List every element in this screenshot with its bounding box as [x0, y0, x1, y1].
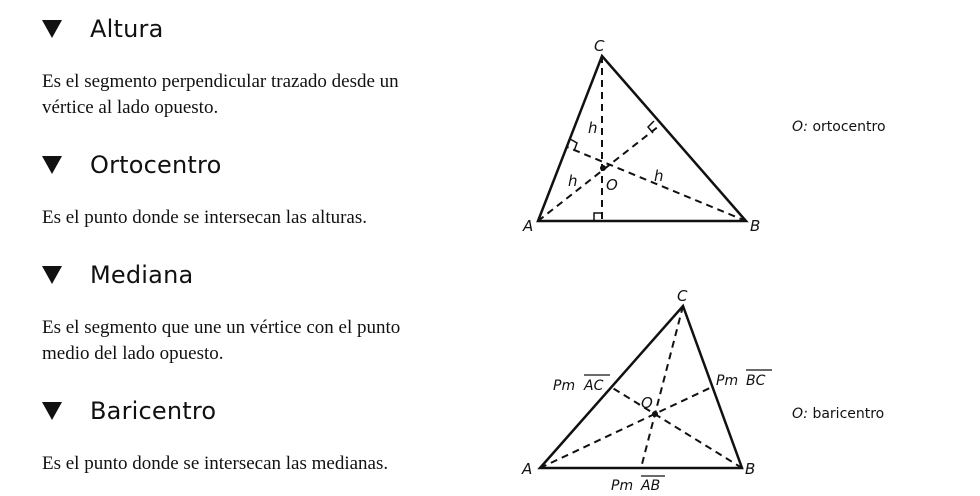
heading-text: Ortocentro — [90, 151, 222, 179]
heading-text: Altura — [90, 15, 164, 43]
height-label: h — [654, 167, 664, 185]
caption-text: baricentro — [812, 406, 885, 422]
heading-text: Baricentro — [90, 397, 217, 425]
vertex-label-a: A — [522, 460, 533, 478]
height-label: h — [568, 172, 578, 190]
median-from-b — [611, 387, 742, 468]
height-label: h — [588, 119, 598, 137]
caption-baricentro — [792, 406, 884, 422]
paragraph-line: Es el punto donde se intersecan las medianas. — [42, 453, 389, 474]
diagram-ortocentro — [522, 37, 760, 235]
orthocenter-label: O — [606, 176, 618, 194]
centroid-point — [652, 411, 658, 417]
midpoint-ac-prefix: Pm — [553, 378, 576, 394]
caption-text: ortocentro — [812, 119, 886, 135]
vertex-label-b: B — [745, 460, 756, 478]
centroid-label: O — [641, 394, 653, 412]
paragraph-line: medio del lado opuesto. — [42, 343, 224, 364]
caption-ortocentro — [792, 119, 886, 135]
diagram-baricentro — [521, 287, 772, 494]
paragraph-line: Es el punto donde se intersecan las alturas. — [42, 207, 368, 228]
midpoint-ac-name: AC — [584, 378, 604, 394]
orthocenter-point — [600, 165, 606, 171]
paragraph-line: vértice al lado opuesto. — [42, 97, 219, 118]
vertex-label-a: A — [523, 217, 534, 235]
midpoint-ab-prefix: Pm — [611, 478, 634, 494]
heading-text: Mediana — [90, 261, 194, 289]
vertex-label-b: B — [750, 217, 761, 235]
vertex-label-c: C — [594, 37, 605, 55]
midpoint-bc-name: BC — [746, 373, 766, 389]
midpoint-ab-name: AB — [641, 478, 661, 494]
caption-symbol: O: — [792, 119, 808, 135]
paragraph-line: Es el segmento que une un vértice con el punto — [42, 317, 401, 338]
vertex-label-c: C — [677, 287, 688, 305]
paragraph-line: Es el segmento perpendicular trazado desde un — [42, 71, 399, 92]
caption-symbol: O: — [792, 406, 808, 422]
median-from-a — [540, 387, 712, 468]
midpoint-bc-prefix: Pm — [716, 373, 739, 389]
